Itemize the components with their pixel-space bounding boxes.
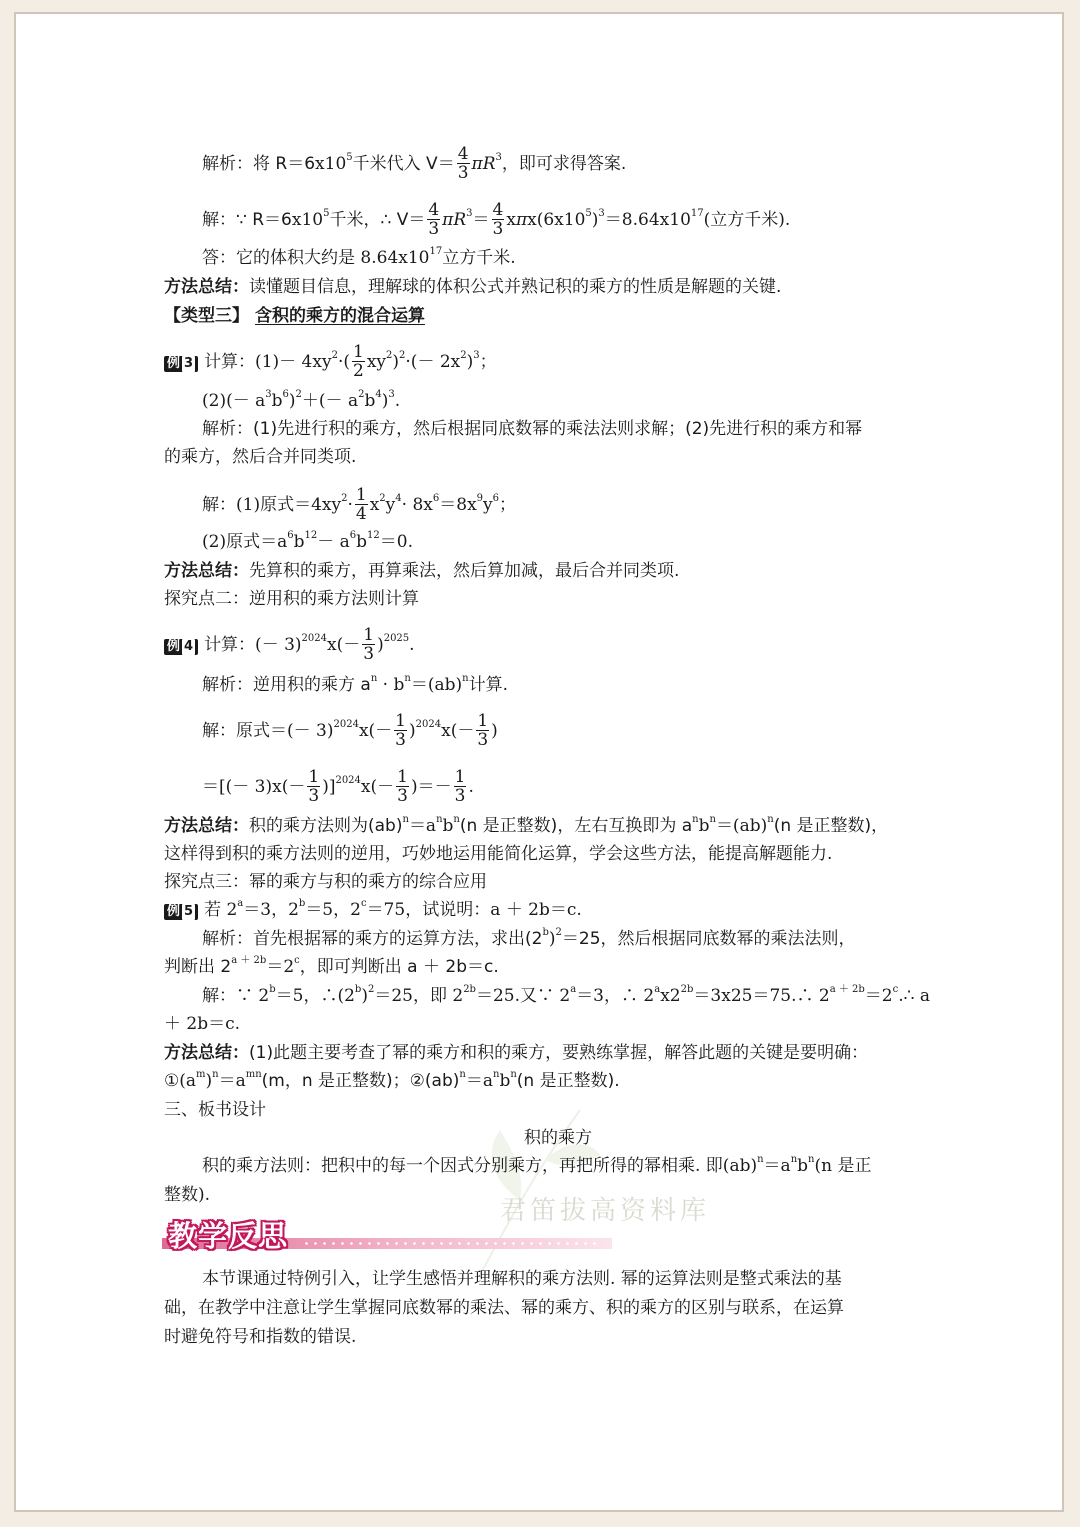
explore-point-2: 探究点二：逆用积的乘方法则计算 [164, 589, 419, 609]
reflection-line-1: 本节课通过特例引入，让学生感悟并理解积的乘方法则. 幂的运算法则是整式乘法的基 [202, 1269, 842, 1289]
teaching-reflection-banner [162, 1214, 612, 1254]
banner-title: 教学反思 [168, 1219, 289, 1253]
analysis-line-4b: 判断出 $2^{a + 2b}=2^c$，即可判断出 a ＋ 2b＝c. [164, 955, 499, 977]
fraction: $\frac{1}{3}$ [477, 711, 489, 750]
reflection-line-3: 时避免符号和指数的错误. [164, 1327, 357, 1347]
solution-line-1: 解：∵ $R=6x10^5$千米，∴ V＝ $\frac{4}{3}$ $\pi R^3=$ $\frac{4}{3}$ $x\pi x(6x10^5)^3=8.64x10^{17}$(立方千米). [202, 200, 791, 239]
fraction: $\frac{1}{3}$ [454, 767, 466, 806]
example-3-part-2: $(2)(- a^3b^6)^2+(- a^2b^4)^3$. [202, 389, 401, 411]
method-summary-4: 方法总结：(1)此题主要考查了幂的乘方和积的乘方，要熟练掌握，解答此题的关键是要明确： [164, 1043, 869, 1063]
fraction: $\frac{1}{3}$ [308, 767, 320, 806]
analysis-line-1: 解析：将 $R=6x10^5$千米代入 V＝ $\frac{4}{3}$ $\pi R^3$，即可求得答案. [202, 144, 627, 183]
fraction: $\frac{1}{4}$ [355, 485, 367, 524]
analysis-line-4: 解析：首先根据幂的乘方的运算方法，求出$(2^b)^2=25$，然后根据同底数幂的乘法法则， [202, 927, 856, 949]
method-summary-1: 方法总结：读懂题目信息，理解球的体积公式并熟记积的乘方的性质是解题的关键. [164, 277, 782, 297]
fraction: $\frac{4}{3}$ [428, 200, 440, 239]
board-title: 积的乘方 [524, 1128, 592, 1148]
method-summary-3b: 这样得到积的乘方法则的逆用，巧妙地运用能简化运算，学会这些方法，能提高解题能力. [164, 844, 833, 864]
fraction: $\frac{1}{2}$ [352, 342, 364, 381]
watermark-text: 君笛拔高资料库 [500, 1196, 711, 1226]
section-heading-board-design: 三、板书设计 [164, 1100, 266, 1120]
method-summary-2: 方法总结：先算积的乘方，再算乘法，然后算加减，最后合并同类项. [164, 561, 680, 581]
analysis-line-2b: 的乘方，然后合并同类项. [164, 447, 357, 467]
solution-line-6b: ＋ 2b＝c. [164, 1014, 241, 1034]
solution-line-5: ＝[(－ 3)x(－ $\frac{1}{3}$ )]$^{2024}$x(－ $\frac{1}{3}$ )＝－ $\frac{1}{3}$ . [202, 767, 474, 806]
example-badge: 例 3 [164, 356, 198, 372]
method-summary-3: 方法总结：积的乘方法则为$(ab)^n=a^nb^n(n$ 是正整数)，左右互换即为 $a^nb^n=(ab)^n(n$ 是正整数)， [164, 814, 889, 836]
solution-line-3: (2)原式$=a^6b^{12}- a^6b^{12}=0$. [202, 530, 413, 552]
fraction: $\frac{1}{3}$ [395, 711, 406, 750]
solution-line-4: 解：原式＝(－ 3)$^{2024}$x(－ $\frac{1}{3}$ )$^{2024}$x(－ $\frac{1}{3}$ ) [202, 711, 498, 750]
reflection-line-2: 础，在教学中注意让学生掌握同底数幂的乘法、幂的乘方、积的乘方的区别与联系，在运算 [164, 1298, 844, 1318]
banner-dots [302, 1241, 602, 1246]
board-rule-line-b: 整数). [164, 1185, 211, 1205]
method-summary-4b: $①(a^m)^n=a^{mn}(m$，n 是正整数)；$②(ab)^n=a^nb^n(n$ 是正整数). [164, 1069, 620, 1091]
example-5: 例 5 若 $2^a=3$，$2^b=5$，$2^c=75$，试说明：a ＋ 2b＝c. [0, 899, 1080, 921]
fraction: $\frac{1}{3}$ [363, 625, 375, 664]
answer-line: 答：它的体积大约是 $8.64x10^{17}$立方千米. [202, 246, 516, 268]
example-badge: 例 5 [164, 904, 198, 920]
example-badge: 例 4 [164, 639, 198, 655]
fraction: $\frac{4}{3}$ [492, 200, 504, 239]
analysis-line-2: 解析：(1)先进行积的乘方，然后根据同底数幂的乘法法则求解；(2)先进行积的乘方和幂 [202, 419, 863, 439]
explore-point-3: 探究点三：幂的乘方与积的乘方的综合应用 [164, 872, 487, 892]
solution-line-2: 解：(1)原式$=4xy^2\cdot$ $\frac{1}{4}$ $x^2y^4\cdot 8x^6=8x^9y^6$； [202, 485, 517, 524]
solution-line-6: 解：∵ $2^b=5$，$\therefore(2^b)^2=25$，即 $2^{2b}=25$.又∵ $2^a=3$，∴ $2^ax2^{2b}=3x25=75.\therefore$ $2^{a + 2b}=2^c.\therefore$ a [202, 984, 930, 1006]
board-rule-line: 积的乘方法则：把积中的每一个因式分别乘方，再把所得的幂相乘. 即$(ab)^n=a^nb^n(n$ 是正 [202, 1154, 872, 1176]
type-three-heading: 【类型三】 含积的乘方的混合运算 [164, 306, 425, 326]
example-4: 例 4 计算：(－ 3)$^{2024}$x(－ $\frac{1}{3}$ )$^{2025}$. [0, 627, 1080, 664]
fraction: $\frac{4}{3}$ [457, 144, 469, 183]
fraction: $\frac{1}{3}$ [397, 767, 408, 806]
analysis-line-3: 解析：逆用积的乘方 $a^n \cdot b^n=(ab)^n$计算. [202, 673, 508, 695]
example-3: 例 3 计算：$(1)- 4xy^2\cdot$( $\frac{1}{2}$ $xy^2)^2\cdot(- 2x^2)^3$； [0, 344, 1080, 381]
